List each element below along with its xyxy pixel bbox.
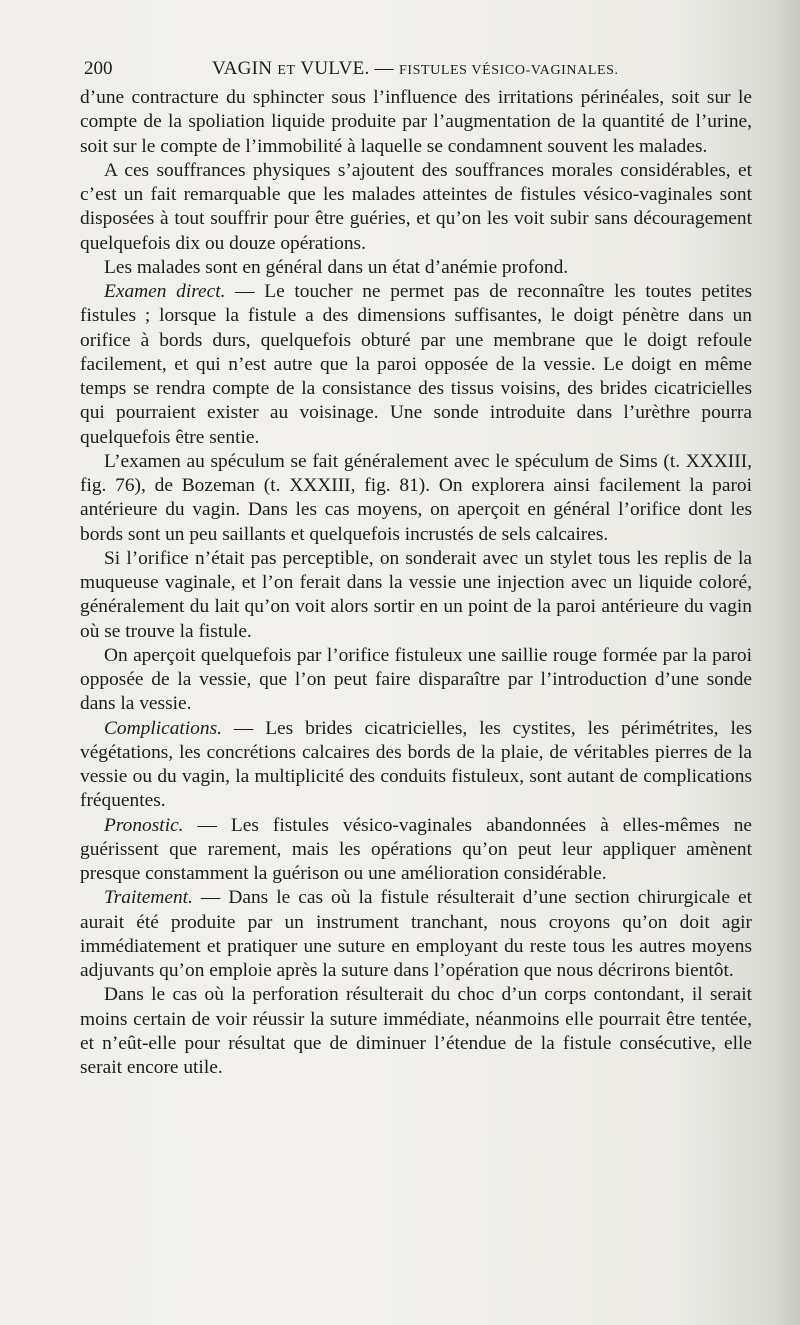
running-title — [212, 58, 619, 80]
paragraph-text: — Le toucher ne permet pas de reconnaître les toutes petites fistules ; lorsque la fistule a des dimensions suffisantes, le doigt pénètre dans un orifice à bords durs, quelquefois obturé par une membrane que le doigt refoule facilement, et qui n’est autre que la paroi opposée de la vessie. Le doigt en même temps se rendra compte de la consistance des tissus voisins, des brides cicatricielles qui pourraient exister au voisinage. Une sonde introduite dans l’urèthre pourra quelquefois être sentie. — [80, 281, 752, 448]
paragraph-text: Les malades sont en général dans un état d’anémie profond. — [104, 256, 569, 278]
paragraph-text: d’une contracture du sphincter sous l’influence des irritations périnéales, soit sur le compte de la spoliation liquide produite par l’augmentation de la quantité de l’urine, soit sur le compte de l’immobilité à laquelle se condamnent souvent les malades. — [80, 87, 752, 157]
page-number: 200 — [84, 58, 113, 79]
paragraph-continuation — [80, 86, 752, 159]
paragraph-perforation — [80, 983, 752, 1080]
paragraph-saillie — [80, 644, 752, 717]
paragraph-anemie — [80, 256, 752, 280]
body-text — [80, 86, 752, 1080]
running-head — [84, 58, 754, 86]
paragraph-text: Si l’orifice n’était pas perceptible, on sonderait avec un stylet tous les replis de la muqueuse vaginale, et l’on ferait dans la vessie une injection avec un liquide coloré, généralement du lait qu’on voit alors sortir en un point de la paroi antérieure du vagin où se trouve la fistule. — [80, 547, 752, 642]
paragraph-text: L’examen au spéculum se fait généralement avec le spéculum de Sims (t. XXXIII, fig. 76), de Bozeman (t. XXXIII, fig. 81). On explorera ainsi facilement la paroi antérieure du vagin. Dans les cas moyens, on aperçoit en général l’orifice dont les bords sont un peu saillants et quelquefois incrustés de sels calcaires. — [80, 450, 752, 545]
section-lead-pronostic: Pronostic. — [104, 814, 184, 836]
paragraph-text: — Dans le cas où la fistule résulterait d’une section chirurgicale et aurait été produite par un instrument tranchant, nous croyons qu’on doit agir immédiatement et pratiquer une suture en employant du reste tous les autres moyens adjuvants qu’on emploie après la suture dans l’opération que nous décrirons bientôt. — [80, 887, 752, 981]
paragraph-orifice — [80, 547, 752, 644]
paragraph-text: Dans le cas où la perforation résulterait du choc d’un corps contondant, il serait moins certain de voir réussir la suture immédiate, néanmoins elle pourrait être tentée, et n’eût-elle pour résultat que de diminuer l’étendue de la fistule consécutive, elle serait encore utile. — [80, 984, 752, 1078]
running-title-vagin: VAGIN — [212, 58, 273, 79]
section-lead-examen: Examen direct. — [104, 281, 226, 302]
running-title-et: ET — [277, 63, 296, 78]
paragraph-speculum — [80, 450, 752, 547]
running-title-vulve: VULVE. — [300, 58, 370, 79]
running-title-section: FISTULES VÉSICO-VAGINALES. — [398, 63, 619, 78]
paragraph-pronostic — [80, 814, 752, 887]
paragraph-traitement — [80, 886, 752, 983]
paragraph-souffrances-morales — [80, 159, 752, 256]
paragraph-text: A ces souffrances physiques s’ajoutent des souffrances morales considérables, et c’est un fait remarquable que les malades atteintes de fistules vésico-vaginales sont disposées à tout souffrir pour être guéries, et qu’on les voit subir sans découragement quelquefois dix ou douze opérations. — [80, 159, 752, 254]
paragraph-text: — Les brides cicatricielles, les cystites, les périmétrites, les végétations, les concrétions calcaires des bords de la plaie, de véritables pierres de la vessie ou du vagin, la multiplicité des conduits fistuleux, sont autant de complications fréquentes. — [80, 717, 752, 812]
section-lead-traitement: Traitement. — [104, 887, 193, 909]
section-lead-complications: Complications. — [104, 717, 222, 739]
running-title-dash: — — [374, 58, 394, 79]
paragraph-complications — [80, 717, 752, 814]
paragraph-text: — Les fistules vésico-vaginales abandonnées à elles-mêmes ne guérissent que rarement, mais les opérations qu’on peut leur appliquer amènent presque constamment la guérison ou une amélioration considérable. — [80, 814, 752, 884]
paragraph-examen-direct — [80, 280, 752, 450]
paragraph-text: On aperçoit quelquefois par l’orifice fistuleux une saillie rouge formée par la paroi opposée de la vessie, que l’on peut faire disparaître par l’introduction d’une sonde dans la vessie. — [80, 644, 752, 715]
